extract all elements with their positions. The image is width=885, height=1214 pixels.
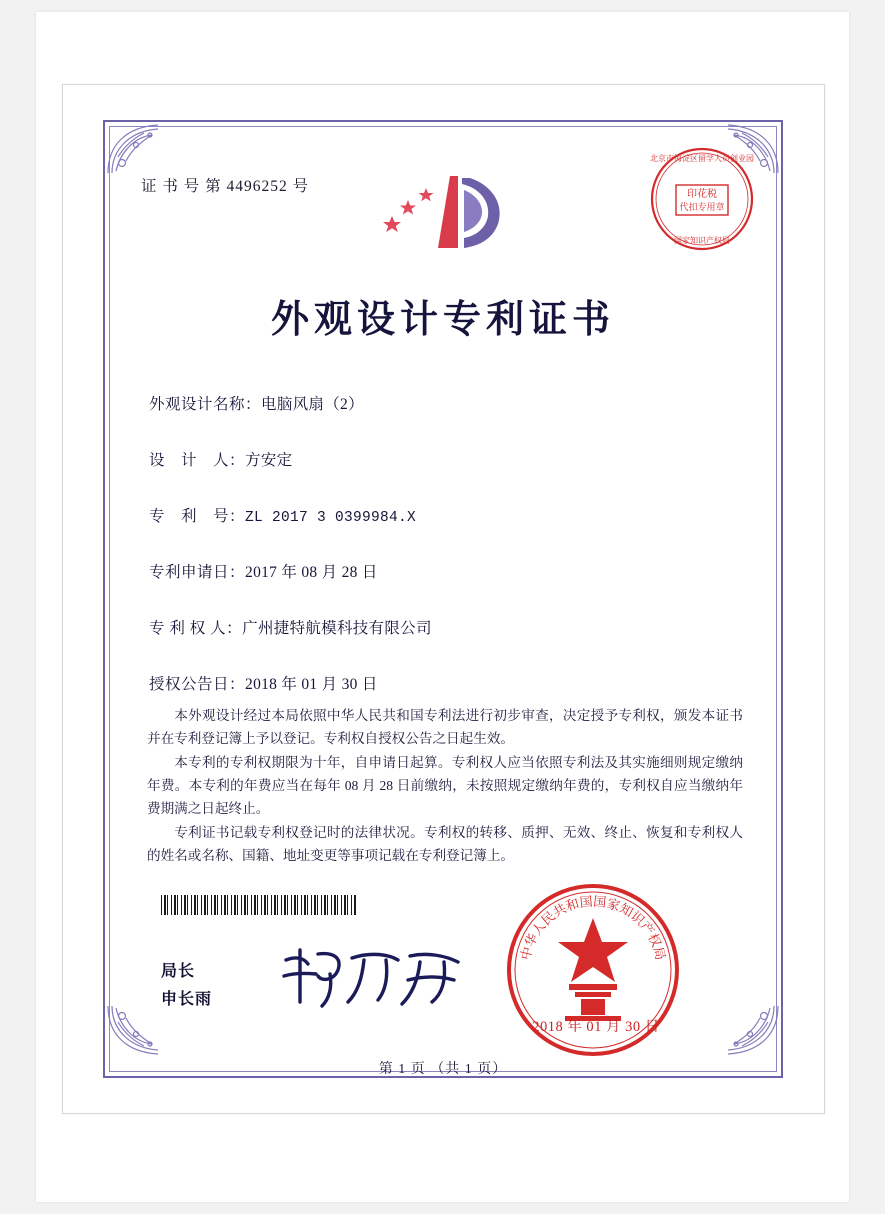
field-patentee	[149, 616, 432, 638]
legal-text-block	[147, 704, 743, 868]
field-label: 专利申请日：	[149, 564, 246, 581]
handwritten-signature	[278, 940, 478, 1020]
seal-date: 2018 年 01 月 30 日	[532, 1019, 660, 1035]
svg-text:印花税: 印花税	[687, 189, 717, 200]
svg-text:中华人民共和国国家知识产权局: 中华人民共和国国家知识产权局	[518, 894, 668, 962]
field-value: 电脑风扇（2）	[261, 396, 364, 413]
field-label: 设 计 人：	[149, 452, 246, 469]
field-design-name	[149, 392, 364, 414]
svg-text:代扣专用章: 代扣专用章	[679, 203, 725, 213]
paragraph: 本外观设计经过本局依照中华人民共和国专利法进行初步审查，决定授予专利权，颁发本证书并在专利登记簿上予以登记。专利权自授权公告之日起生效。	[147, 708, 743, 746]
field-label: 专 利 号：	[149, 508, 246, 525]
field-designer	[149, 448, 292, 470]
certificate-content	[103, 120, 783, 1078]
certificate-number: 证 书 号 第 4496252 号	[141, 178, 310, 195]
director-name: 申长雨	[161, 991, 213, 1008]
paragraph: 专利证书记载专利权登记时的法律状况。专利权的转移、质押、无效、终止、恢复和专利权人的姓名或名称、国籍、地址变更等事项记载在专利登记簿上。	[147, 825, 743, 863]
tax-stamp-seal	[648, 145, 756, 253]
field-value: 广州捷特航模科技有限公司	[242, 620, 432, 637]
field-label: 专 利 权 人：	[149, 620, 243, 637]
field-grant-date	[149, 672, 378, 694]
paragraph: 本专利的专利权期限为十年，自申请日起算。专利权人应当依照专利法及其实施细则规定缴纳年费。本专利的年费应当在每年 08 月 28 日前缴纳，未按照规定缴纳年费的，专利权自应当缴纳年费期满之日起终止。	[147, 755, 743, 816]
field-label: 授权公告日：	[149, 676, 246, 693]
sipo-logo-icon	[378, 170, 518, 265]
director-label: 局长	[161, 963, 196, 980]
svg-text:国家知识产权局: 国家知识产权局	[674, 236, 730, 245]
field-value: 方安定	[245, 452, 293, 469]
page-footer: 第 1 页 （共 1 页）	[378, 1062, 508, 1077]
field-value: 2018 年 01 月 30 日	[245, 676, 378, 693]
field-application-date	[149, 560, 378, 582]
page-title: 外观设计专利证书	[270, 296, 615, 341]
field-value: 2017 年 08 月 28 日	[245, 564, 378, 581]
field-patent-number	[149, 504, 416, 526]
field-value: ZL 2017 3 0399984.X	[245, 510, 417, 526]
field-label: 外观设计名称：	[149, 396, 262, 413]
svg-text:北京市海淀区留学人员创业园: 北京市海淀区留学人员创业园	[650, 154, 754, 163]
barcode	[161, 895, 357, 915]
